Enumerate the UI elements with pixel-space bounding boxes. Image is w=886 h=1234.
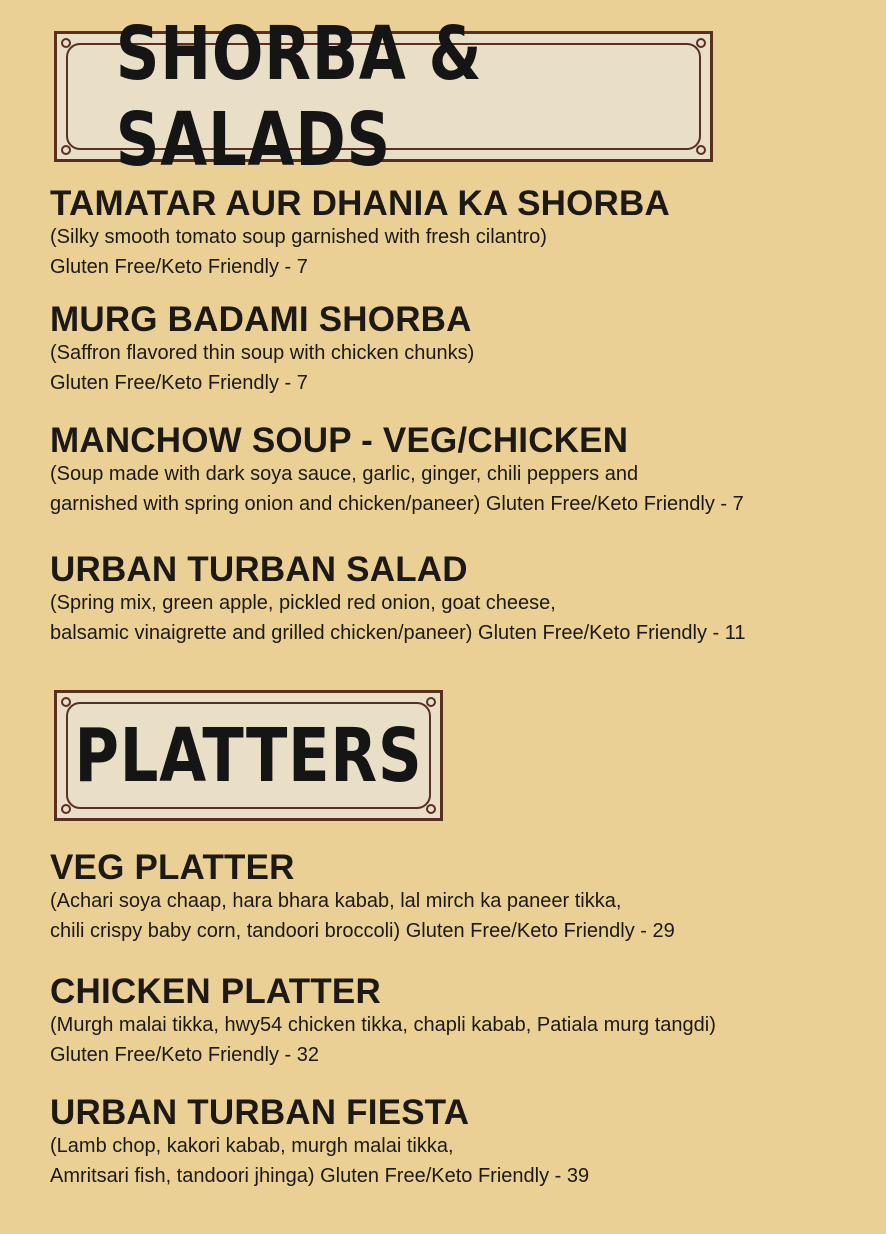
item-details: garnished with spring onion and chicken/paneer) Gluten Free/Keto Friendly - 7	[50, 493, 744, 515]
item-name: URBAN TURBAN SALAD	[50, 550, 468, 589]
menu-item	[50, 423, 870, 519]
menu-item	[50, 552, 870, 648]
item-name: MURG BADAMI SHORBA	[50, 300, 472, 339]
section-title: SHORBA & SALADS	[115, 10, 483, 183]
item-description: (Saffron flavored thin soup with chicken chunks)	[50, 342, 475, 364]
sign-rivet	[696, 145, 706, 155]
sign-rivet	[61, 145, 71, 155]
item-details: Gluten Free/Keto Friendly - 32	[50, 1044, 320, 1066]
menu-item	[50, 850, 870, 946]
sign-rivet	[61, 697, 71, 707]
item-description: (Spring mix, green apple, pickled red onion, goat cheese,	[50, 592, 556, 614]
item-details: balsamic vinaigrette and grilled chicken/paneer) Gluten Free/Keto Friendly - 11	[50, 622, 746, 644]
menu-item	[50, 1095, 870, 1191]
item-description: (Silky smooth tomato soup garnished with fresh cilantro)	[50, 226, 547, 248]
sign-rivet	[61, 804, 71, 814]
item-details: chili crispy baby corn, tandoori broccoli) Gluten Free/Keto Friendly - 29	[50, 920, 675, 942]
item-description: (Achari soya chaap, hara bhara kabab, lal mirch ka paneer tikka,	[50, 890, 622, 912]
menu-item	[50, 974, 870, 1070]
item-details: Gluten Free/Keto Friendly - 7	[50, 256, 308, 278]
item-description: (Lamb chop, kakori kabab, murgh malai tikka,	[50, 1135, 454, 1157]
sign-rivet	[696, 38, 706, 48]
item-name: MANCHOW SOUP - VEG/CHICKEN	[50, 421, 629, 460]
item-name: TAMATAR AUR DHANIA KA SHORBA	[50, 184, 670, 223]
item-name: URBAN TURBAN FIESTA	[50, 1093, 470, 1132]
sign-rivet	[61, 38, 71, 48]
item-details: Gluten Free/Keto Friendly - 7	[50, 372, 308, 394]
section-heading-sign	[54, 10, 713, 183]
sign-rivet	[426, 697, 436, 707]
item-description: (Murgh malai tikka, hwy54 chicken tikka, chapli kabab, Patiala murg tangdi)	[50, 1014, 716, 1036]
item-description: (Soup made with dark soya sauce, garlic, ginger, chili peppers and	[50, 463, 639, 485]
menu-item	[50, 186, 870, 282]
menu-item	[50, 302, 870, 398]
section-heading-sign	[54, 690, 443, 821]
sign-rivet	[426, 804, 436, 814]
item-name: VEG PLATTER	[50, 848, 295, 887]
item-details: Amritsari fish, tandoori jhinga) Gluten Free/Keto Friendly - 39	[50, 1165, 590, 1187]
section-title: PLATTERS	[74, 712, 423, 799]
item-name: CHICKEN PLATTER	[50, 972, 381, 1011]
